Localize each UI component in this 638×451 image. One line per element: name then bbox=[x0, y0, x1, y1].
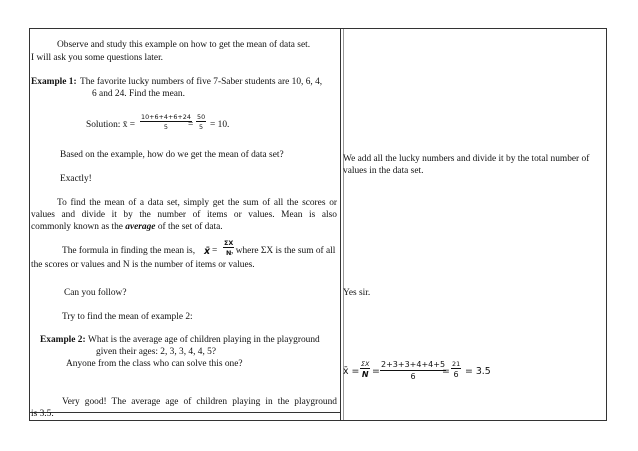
para1-line3-emphasis: average bbox=[125, 222, 156, 232]
verygood-line-2: is 3.5. bbox=[31, 409, 54, 419]
example1-line-2: 6 and 24. Find the mean. bbox=[92, 89, 185, 99]
example2-line-3: Anyone from the class who can solve this one? bbox=[66, 359, 243, 369]
can-follow-text: Can you follow? bbox=[64, 288, 127, 298]
formula-post: , where ΣX is the sum of all bbox=[231, 246, 336, 256]
right-solution-xbar: x̄ = bbox=[343, 366, 360, 377]
solution-fraction-1 bbox=[140, 114, 192, 131]
exactly-text: Exactly! bbox=[60, 174, 92, 184]
intro-line-2: I will ask you some questions later. bbox=[31, 53, 164, 63]
right-solution-equals-2: = bbox=[442, 366, 450, 377]
para1-line-2: values and divide it by the number of items or values. Mean is also bbox=[31, 210, 337, 220]
solution-fraction-2 bbox=[196, 114, 206, 131]
right-frac1-num: ΣX bbox=[361, 360, 370, 368]
formula-num: ΣX bbox=[224, 239, 234, 247]
example2-label: Example 2: bbox=[40, 335, 86, 345]
right-solution-frac2 bbox=[380, 361, 446, 381]
answer1-line-2: values in the data set. bbox=[343, 166, 424, 176]
para1-line3-pre: commonly known as the bbox=[31, 222, 126, 232]
question-1: Based on the example, how do we get the mean of data set? bbox=[60, 150, 284, 160]
example1-label: Example 1: bbox=[31, 77, 77, 87]
right-frac1-den: N bbox=[361, 370, 369, 380]
formula-pre: The formula in finding the mean is, bbox=[62, 246, 196, 256]
solution-frac2-den: 5 bbox=[199, 123, 204, 132]
right-solution-result: = 3.5 bbox=[465, 366, 491, 377]
formula-xbar: x̄ bbox=[204, 246, 211, 257]
formula-equals: = bbox=[212, 246, 218, 256]
example2-line-2: given their ages: 2, 3, 3, 4, 4, 5? bbox=[96, 347, 217, 357]
right-frac2-den: 6 bbox=[410, 372, 416, 381]
para1-line-3 bbox=[31, 222, 223, 234]
solution-label: Solution: x̄ = bbox=[86, 120, 136, 130]
right-solution-frac3 bbox=[451, 361, 461, 379]
solution-frac1-den: 5 bbox=[163, 123, 168, 132]
formula-den: N bbox=[225, 249, 232, 258]
right-frac3-den: 6 bbox=[453, 370, 459, 380]
solution-result: = 10. bbox=[210, 120, 230, 130]
row-divider-bottom bbox=[30, 412, 340, 413]
right-solution-frac1 bbox=[360, 361, 370, 379]
solution-equals: = bbox=[188, 120, 194, 130]
example2-line-1: What is the average age of children playing in the playground bbox=[88, 335, 320, 345]
right-solution-equals-1: = bbox=[372, 366, 380, 377]
para1-line-1: To find the mean of a data set, simply get the sum of all the scores or bbox=[57, 198, 337, 208]
solution-frac2-num: 50 bbox=[197, 113, 206, 121]
verygood-line-1: Very good! The average age of children playing in the playground bbox=[62, 397, 337, 407]
answer1-line-1: We add all the lucky numbers and divide it by the total number of bbox=[343, 154, 590, 164]
column-divider bbox=[340, 29, 341, 420]
example1-line-1: The favorite lucky numbers of five 7-Saber students are 10, 6, 4, bbox=[80, 77, 323, 87]
yes-sir-text: Yes sir. bbox=[343, 288, 371, 298]
right-frac2-num: 2+3+3+4+4+5 bbox=[381, 360, 446, 369]
try-mean-text: Try to find the mean of example 2: bbox=[62, 312, 193, 322]
intro-line-1: Observe and study this example on how to get the mean of data set. bbox=[57, 40, 311, 50]
right-frac3-num: 21 bbox=[452, 360, 461, 368]
solution-frac1-num: 10+6+4+6+24 bbox=[141, 113, 191, 121]
para1-line3-post: of the set of data. bbox=[155, 222, 223, 232]
formula-line-2: the scores or values and N is the number of items or values. bbox=[31, 260, 255, 270]
column-divider-inner bbox=[343, 29, 344, 420]
